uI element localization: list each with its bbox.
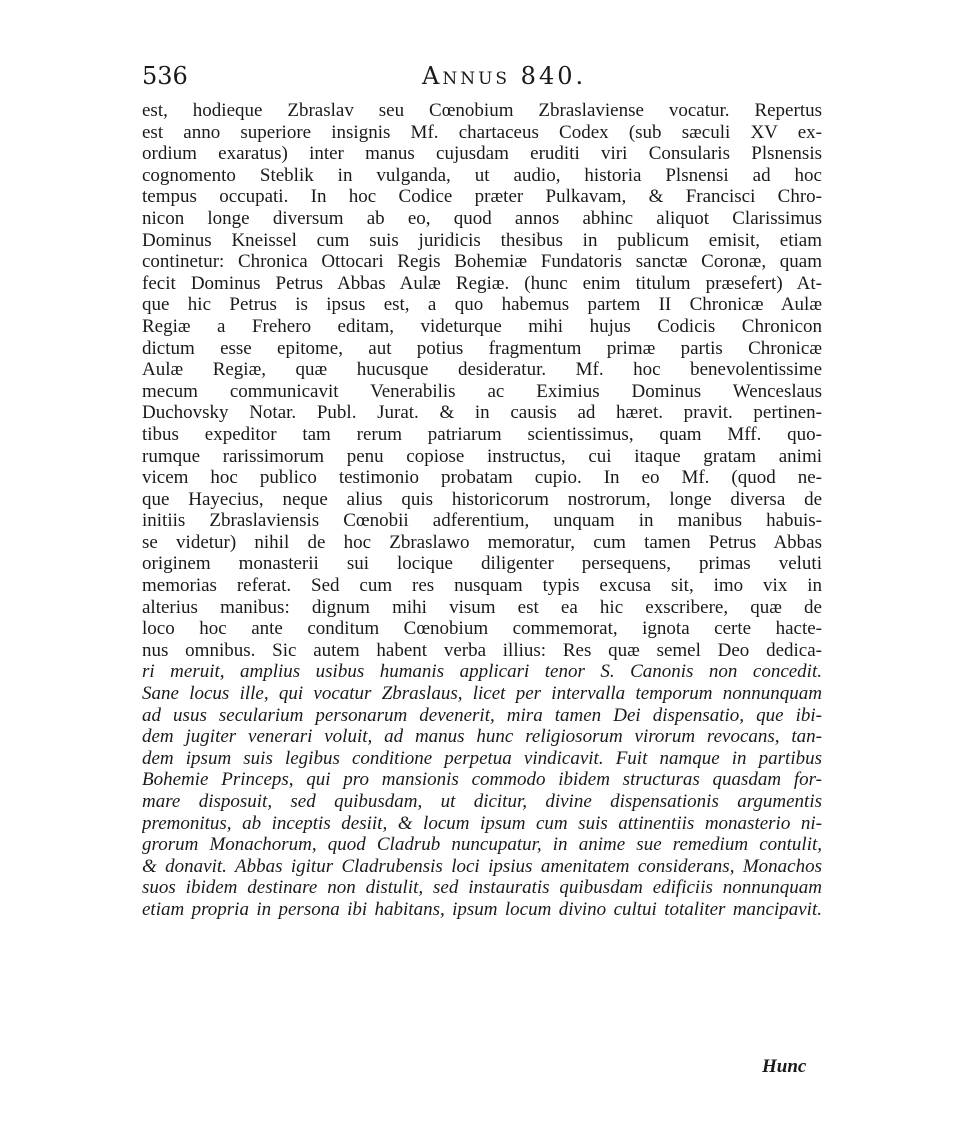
text-line: tibus expeditor tam rerum patriarum scientissimus, quam Mff. quo- [142,423,822,445]
text-line: Bohemie Princeps, qui pro mansionis commodo ibidem structuras quasdam for- [142,769,822,791]
page-header [142,58,822,94]
text-line: Aulæ Regiæ, quæ hucusque desideratur. Mf. hoc benevolentissime [142,359,822,381]
text-line: est anno superiore insignis Mf. chartaceus Codex (sub sæculi XV ex- [142,121,822,143]
text-line: cognomento Steblik in vulganda, ut audio, historia Plsnensi ad hoc [142,164,822,186]
text-line: nicon longe diversum ab eo, quod annos abhinc aliquot Clarissimus [142,207,822,229]
text-line: que Hayecius, neque alius quis historicorum nostrorum, longe diversa de [142,488,822,510]
text-line: se videtur) nihil de hoc Zbraslawo memoratur, cum tamen Petrus Abbas [142,531,822,553]
text-line: dictum esse epitome, aut potius fragmentum primæ partis Chronicæ [142,337,822,359]
text-line: Dominus Kneissel cum suis juridicis thesibus in publicum emisit, etiam [142,229,822,251]
text-line: fecit Dominus Petrus Abbas Aulæ Regiæ. (hunc enim titulum præsefert) At- [142,272,822,294]
text-line: mecum communicavit Venerabilis ac Eximius Dominus Wenceslaus [142,380,822,402]
text-line: Regiæ a Frehero editam, videturque mihi hujus Codicis Chronicon [142,315,822,337]
text-line: originem monasterii sui locique diligenter persequens, primas veluti [142,553,822,575]
text-line: Duchovsky Notar. Publ. Jurat. & in causis ad hæret. pravit. pertinen- [142,402,822,424]
text-line: memorias referat. Sed cum res nusquam typis excusa sit, imo vix in [142,575,822,597]
text-line: suos ibidem destinare non distulit, sed instauratis quibusdam edificiis nonnunquam [142,877,822,899]
text-line: rumque rarissimorum penu copiose instructus, cui itaque gratam animi [142,445,822,467]
text-line: ri meruit, amplius usibus humanis applicari tenor S. Canonis non concedit. [142,661,822,683]
text-line: Sane locus ille, qui vocatur Zbraslaus, licet per intervalla temporum nonnunquam [142,683,822,705]
text-line: continetur: Chronica Ottocari Regis Bohemiæ Fundatoris sanctæ Coronæ, quam [142,251,822,273]
text-line: tempus occupati. In hoc Codice præter Pulkavam, & Francisci Chro- [142,186,822,208]
page-number: 536 [142,62,188,90]
text-line: que hic Petrus is ipsus est, a quo habemus partem II Chronicæ Aulæ [142,294,822,316]
body-text [142,100,822,921]
text-line: loco hoc ante conditum Cœnobium commemorat, ignota certe hacte- [142,618,822,640]
text-line: premonitus, ab inceptis desiit, & locum ipsum cum suis attinentiis monasterio ni- [142,812,822,834]
catchword: Hunc [762,1056,807,1077]
text-line: initiis Zbraslaviensis Cœnobii adferentium, unquam in manibus habuis- [142,510,822,532]
text-line: ad usus secularium personarum devenerit, mira tamen Dei dispensatio, que ibi- [142,704,822,726]
text-line: mare disposuit, sed quibusdam, ut dicitur, divine dispensationis argumentis [142,791,822,812]
running-title: Annus 840. [422,62,587,90]
text-line: dem jugiter venerari voluit, ad manus hunc religiosorum virorum revocans, tan- [142,726,822,748]
text-line: ordium exaratus) inter manus cujusdam eruditi viri Consularis Plsnensis [142,143,822,165]
text-line: vicem hoc publico testimonio probatam cupio. In eo Mf. (quod ne- [142,467,822,489]
text-line: & donavit. Abbas igitur Cladrubensis loci ipsius amenitatem considerans, Monachos [142,855,822,877]
text-line: dem ipsum suis legibus conditione perpetua vindicavit. Fuit namque in partibus [142,747,822,769]
text-line: grorum Monachorum, quod Cladrub nuncupatur, in anime sue remedium contulit, [142,834,822,856]
text-line: est, hodieque Zbraslav seu Cœnobium Zbraslaviense vocatur. Repertus [142,100,822,121]
text-line: alterius manibus: dignum mihi visum est ea hic exscribere, quæ de [142,596,822,618]
text-line: nus omnibus. Sic autem habent verba illius: Res quæ semel Deo dedica- [142,639,822,661]
text-line: etiam propria in persona ibi habitans, ipsum locum divino cultui totaliter mancipavit. [142,898,822,920]
